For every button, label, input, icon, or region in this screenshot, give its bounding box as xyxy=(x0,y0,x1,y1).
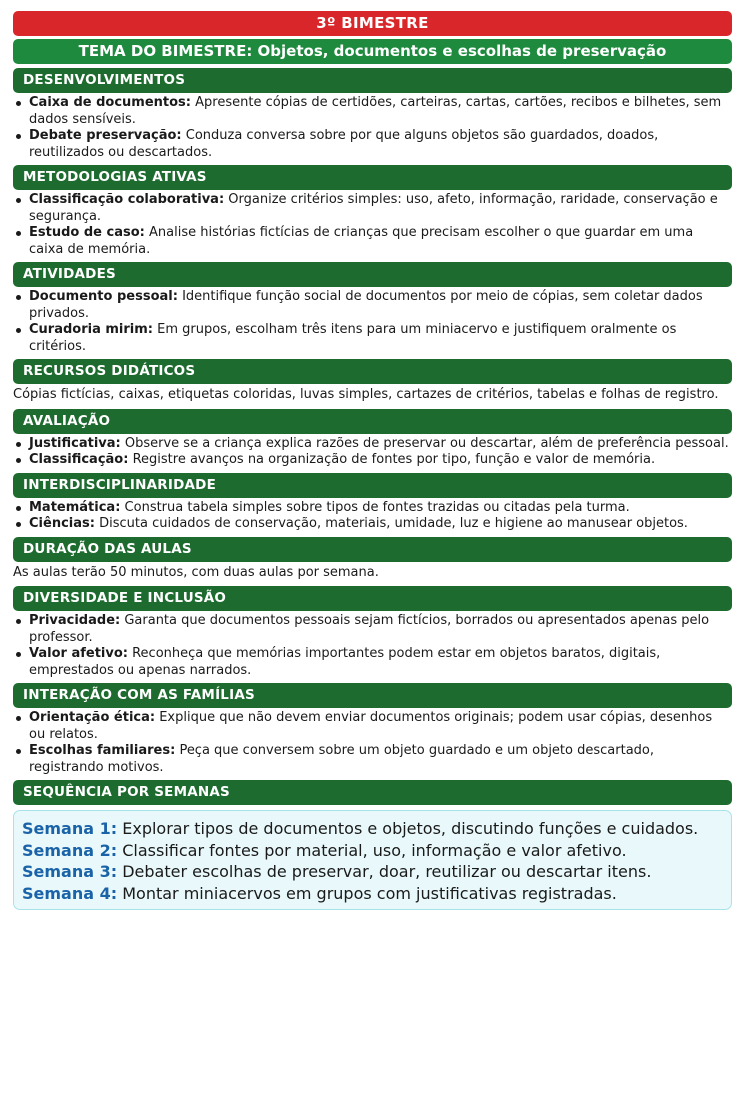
avaliacao-list xyxy=(13,434,732,469)
atividades-list xyxy=(13,287,732,355)
list-item xyxy=(13,192,732,225)
item-text: Conduza conversa sobre por que alguns objetos são guardados, doados, reutilizados ou descartados. xyxy=(29,128,659,160)
familias-list xyxy=(13,708,732,776)
item-label: Estudo de caso: xyxy=(29,225,145,240)
section-header-desenvolvimentos: DESENVOLVIMENTOS xyxy=(13,68,732,93)
list-item xyxy=(13,289,732,322)
item-label: Classificação: xyxy=(29,452,129,467)
recursos-text: Cópias fictícias, caixas, etiquetas coloridas, luvas simples, cartazes de critérios, tabelas e folhas de registro. xyxy=(13,387,719,402)
weeks-box xyxy=(13,810,732,910)
item-text: Registre avanços na organização de fontes por tipo, função e valor de memória. xyxy=(132,452,656,467)
section-header-sequencia: SEQUÊNCIA POR SEMANAS xyxy=(13,780,732,805)
duracao-text: As aulas terão 50 minutos, com duas aulas por semana. xyxy=(13,564,379,580)
week-label: Semana 3: xyxy=(22,862,118,881)
item-text: Reconheça que memórias importantes podem estar em objetos baratos, digitais, emprestados ou apenas narrados. xyxy=(29,646,661,678)
week-label: Semana 1: xyxy=(22,819,118,838)
item-label: Matemática: xyxy=(29,499,121,515)
section-header-duracao: DURAÇÃO DAS AULAS xyxy=(13,537,732,562)
section-header-familias: INTERAÇÃO COM AS FAMÍLIAS xyxy=(13,683,732,708)
week-text: Explorar tipos de documentos e objetos, discutindo funções e cuidados. xyxy=(122,819,699,838)
section-header-avaliacao: AVALIAÇÃO xyxy=(13,409,732,434)
item-text: Garanta que documentos pessoais sejam fictícios, borrados ou apresentados apenas pelo professor. xyxy=(29,613,710,645)
list-item xyxy=(13,516,732,533)
item-text: Apresente cópias de certidões, carteiras, cartas, cartões, recibos e bilhetes, sem dados sensíveis. xyxy=(29,95,722,127)
item-text: Organize critérios simples: uso, afeto, informação, raridade, conservação e segurança. xyxy=(29,192,718,224)
item-label: Debate preservação: xyxy=(29,128,182,143)
list-item xyxy=(13,710,732,743)
list-item xyxy=(13,500,732,517)
item-text: Construa tabela simples sobre tipos de fontes trazidas ou citadas pela turma. xyxy=(124,499,630,515)
week-row-2 xyxy=(22,840,723,862)
item-text: Identifique função social de documentos por meio de cópias, sem coletar dados privados. xyxy=(29,289,703,321)
item-label: Privacidade: xyxy=(29,613,121,628)
metodologias-list xyxy=(13,190,732,258)
item-text: Discuta cuidados de conservação, materiais, umidade, luz e higiene ao manusear objetos. xyxy=(99,516,688,531)
desenvolvimentos-list xyxy=(13,93,732,161)
week-label: Semana 2: xyxy=(22,840,118,860)
list-item xyxy=(13,128,732,161)
list-item xyxy=(13,95,732,128)
section-header-interdisciplinaridade: INTERDISCIPLINARIDADE xyxy=(13,473,732,498)
item-label: Valor afetivo: xyxy=(29,646,128,661)
section-header-metodologias: METODOLOGIAS ATIVAS xyxy=(13,165,732,190)
item-label: Caixa de documentos: xyxy=(29,95,191,110)
diversidade-list xyxy=(13,611,732,679)
list-item xyxy=(13,322,732,355)
item-label: Justificativa: xyxy=(29,435,121,451)
list-item xyxy=(13,436,732,453)
week-text: Montar miniacervos em grupos com justificativas registradas. xyxy=(122,883,617,903)
list-item xyxy=(13,452,732,469)
week-row-3 xyxy=(22,861,723,883)
item-label: Documento pessoal: xyxy=(29,289,178,304)
item-text: Analise histórias fictícias de crianças que precisam escolher o que guardar em uma caixa de memória. xyxy=(29,225,694,257)
list-item xyxy=(13,743,732,776)
week-text: Debater escolhas de preservar, doar, reutilizar ou descartar itens. xyxy=(122,862,652,881)
week-text: Classificar fontes por material, uso, informação e valor afetivo. xyxy=(122,840,627,860)
item-label: Classificação colaborativa: xyxy=(29,192,225,207)
item-label: Orientação ética: xyxy=(29,710,156,725)
item-label: Curadoria mirim: xyxy=(29,322,153,337)
item-label: Escolhas familiares: xyxy=(29,743,176,758)
interdisciplinaridade-list xyxy=(13,498,732,533)
item-label: Ciências: xyxy=(29,516,95,531)
list-item xyxy=(13,613,732,646)
week-label: Semana 4: xyxy=(22,883,118,903)
section-header-diversidade: DIVERSIDADE E INCLUSÃO xyxy=(13,586,732,611)
section-header-atividades: ATIVIDADES xyxy=(13,262,732,287)
item-text: Explique que não devem enviar documentos originais; podem usar cópias, desenhos ou relatos. xyxy=(29,710,713,742)
week-row-4 xyxy=(22,883,723,905)
bimestre-banner: 3º BIMESTRE xyxy=(13,11,732,36)
section-header-recursos: RECURSOS DIDÁTICOS xyxy=(13,359,732,384)
item-text: Peça que conversem sobre um objeto guardado e um objeto descartado, registrando motivos. xyxy=(29,743,655,775)
week-row-1 xyxy=(22,818,723,840)
item-text: Observe se a criança explica razões de preservar ou descartar, além de preferência pessoal. xyxy=(124,435,729,451)
list-item xyxy=(13,646,732,679)
list-item xyxy=(13,225,732,258)
item-text: Em grupos, escolham três itens para um miniacervo e justifiquem oralmente os critérios. xyxy=(29,322,677,354)
theme-banner: TEMA DO BIMESTRE: Objetos, documentos e escolhas de preservação xyxy=(13,39,732,64)
